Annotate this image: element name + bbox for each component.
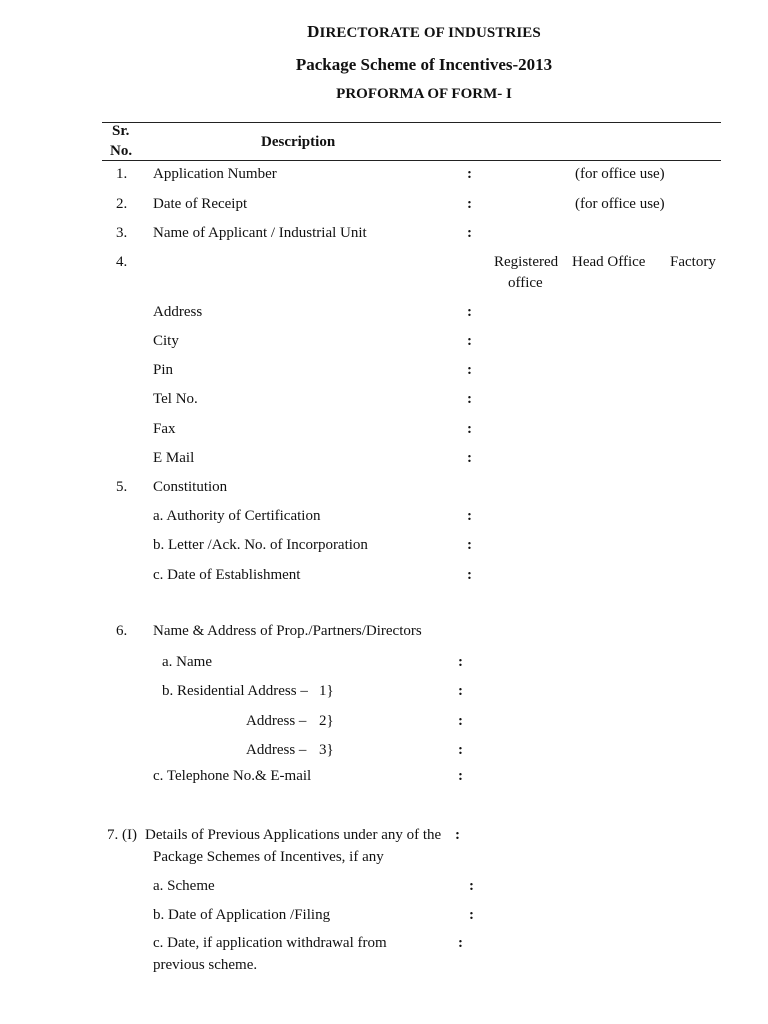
address-3-label: Address – <box>246 742 307 758</box>
office-use-note: (for office use) <box>575 196 665 212</box>
previous-applications-label-line2: Package Schemes of Incentives, if any <box>153 849 384 865</box>
date-of-establishment-label: c. Date of Establishment <box>153 567 301 583</box>
colon: : <box>467 567 472 583</box>
applicant-name-label: Name of Applicant / Industrial Unit <box>153 225 367 241</box>
sr-no-header-line2: No. <box>110 143 133 159</box>
org-title-initial: D <box>307 22 320 41</box>
form-title: PROFORMA OF FORM- I <box>336 86 512 102</box>
factory-column: Factory <box>670 254 716 270</box>
head-office-column: Head Office <box>572 254 646 270</box>
withdrawal-date-label-line1: c. Date, if application withdrawal from <box>153 935 387 951</box>
pin-label: Pin <box>153 362 174 378</box>
registered-office-column-line1: Registered <box>494 254 559 270</box>
colon: : <box>455 827 460 843</box>
scheme-label: a. Scheme <box>153 878 215 894</box>
address-number-2: 2} <box>319 713 334 729</box>
date-of-receipt-label: Date of Receipt <box>153 196 248 212</box>
scheme-title: Package Scheme of Incentives-2013 <box>295 55 553 74</box>
email-label: E Mail <box>153 450 195 466</box>
colon: : <box>458 935 463 951</box>
address-number-1: 1} <box>319 683 334 699</box>
fax-label: Fax <box>153 421 176 437</box>
org-title-rest: IRECTORATE OF INDUSTRIES <box>319 25 541 41</box>
incorporation-letter-label: b. Letter /Ack. No. of Incorporation <box>153 537 368 553</box>
address-number-3: 3} <box>319 742 334 758</box>
colon: : <box>467 391 472 407</box>
previous-applications-label-line1: Details of Previous Applications under any of the <box>145 827 442 843</box>
row-number-1: 1. <box>116 166 128 182</box>
residential-address-label: b. Residential Address – <box>162 683 308 699</box>
colon: : <box>458 768 463 784</box>
colon: : <box>469 878 474 894</box>
city-label: City <box>153 333 179 349</box>
colon: : <box>467 537 472 553</box>
row-number-3: 3. <box>116 225 128 241</box>
colon: : <box>458 713 463 729</box>
constitution-label: Constitution <box>153 479 228 495</box>
colon: : <box>458 683 463 699</box>
colon: : <box>469 907 474 923</box>
row-number-6: 6. <box>116 623 128 639</box>
colon: : <box>458 654 463 670</box>
header-top-rule <box>102 122 721 123</box>
colon: : <box>467 196 472 212</box>
colon: : <box>467 333 472 349</box>
application-number-label: Application Number <box>153 166 277 182</box>
colon: : <box>467 304 472 320</box>
authority-of-certification-label: a. Authority of Certification <box>153 508 321 524</box>
row-number-4: 4. <box>116 254 128 270</box>
address-2-label: Address – <box>246 713 307 729</box>
name-label: a. Name <box>162 654 212 670</box>
colon: : <box>467 421 472 437</box>
colon: : <box>467 166 472 182</box>
colon: : <box>467 450 472 466</box>
telephone-email-label: c. Telephone No.& E-mail <box>153 768 312 784</box>
date-of-application-label: b. Date of Application /Filing <box>153 907 331 923</box>
withdrawal-date-label-line2: previous scheme. <box>153 957 258 973</box>
row-number-5: 5. <box>116 479 128 495</box>
tel-label: Tel No. <box>153 391 198 407</box>
address-label: Address <box>153 304 203 320</box>
prop-partners-directors-label: Name & Address of Prop./Partners/Directors <box>153 623 422 639</box>
row-number-2: 2. <box>116 196 128 212</box>
colon: : <box>467 362 472 378</box>
sr-no-header-line1: Sr. <box>112 123 130 139</box>
description-header: Description <box>261 134 336 150</box>
colon: : <box>467 225 472 241</box>
office-use-note: (for office use) <box>575 166 665 182</box>
registered-office-column-line2: office <box>508 275 543 291</box>
header-bottom-rule <box>102 160 721 161</box>
org-title <box>0 22 768 42</box>
row-number-7: 7. (I) <box>107 827 137 843</box>
colon: : <box>467 508 472 524</box>
colon: : <box>458 742 463 758</box>
